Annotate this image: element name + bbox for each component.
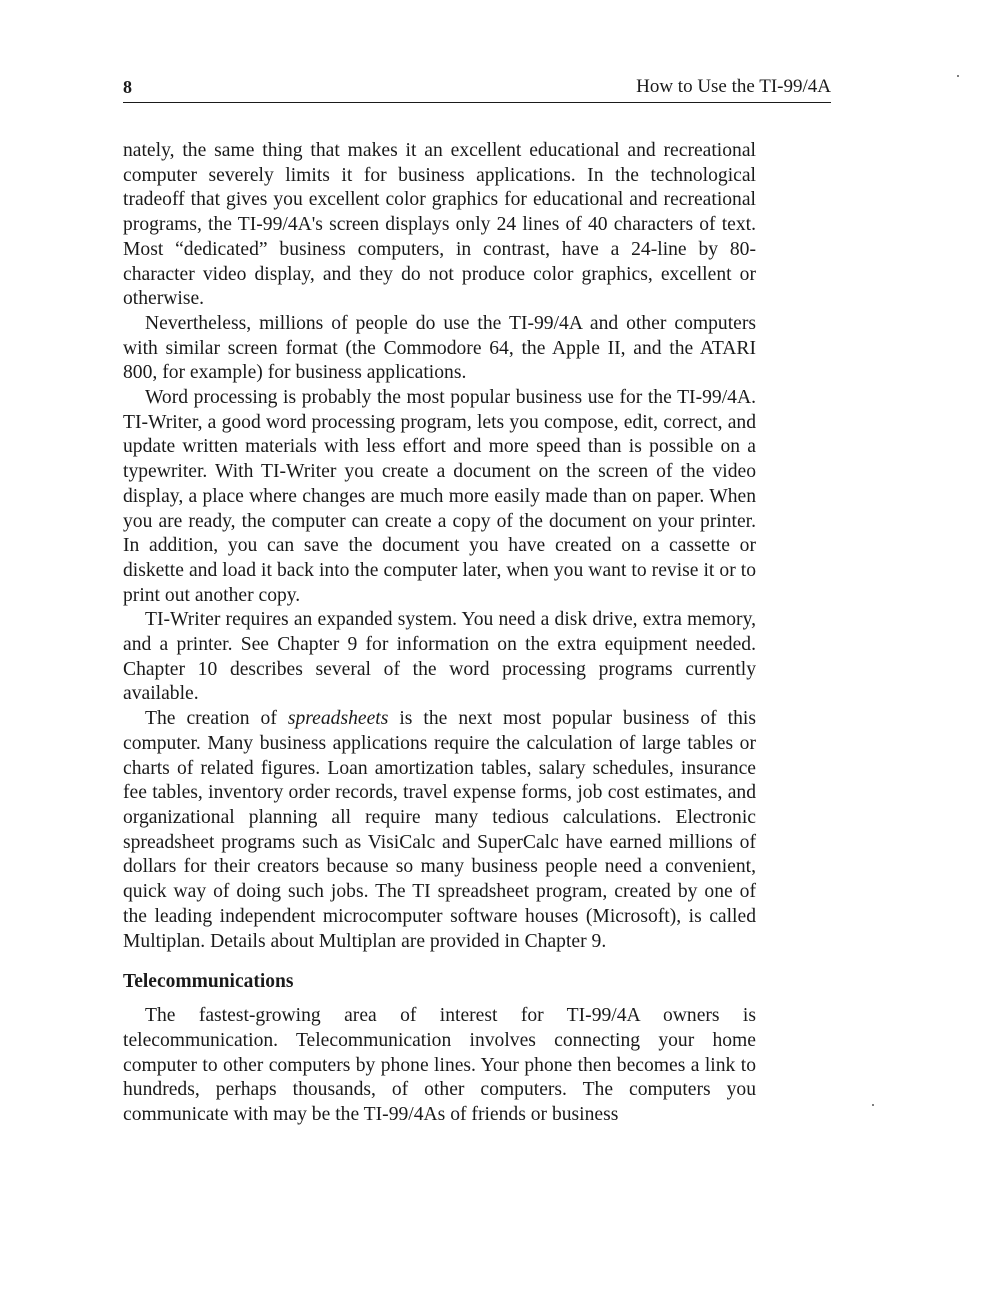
book-page [123,74,831,1128]
scan-speck [957,75,959,77]
paragraph-continuation: nately, the same thing that makes it an excellent educational and recreational computer severely limits it for business applications. In the technological tradeoff that gives you excellent color graphics for educational and recreational programs, the TI-99/4A's screen displays only 24 lines of 40 characters of text. Most “dedicated” business computers, in contrast, have a 24-line by 80-character video display, and they do not produce color graphics, excellent or otherwise. [123,140,756,310]
paragraph-nevertheless: Nevertheless, millions of people do use the TI-99/4A and other computers with similar screen format (the Commodore 64, the Apple II, and the ATARI 800, for example) for business applications. [123,312,756,384]
scan-speck [872,1104,874,1106]
paragraph-spreadsheets [123,707,756,954]
book-title: How to Use the TI-99/4A [636,76,831,97]
spreadsheets-text-after: is the next most popular business of this computer. Many business applications require the calculation of large tables or charts of related figures. Loan amortization tables, salary schedules, insurance fee tables, inventory order records, travel expense forms, job cost estimates, and organizational planning all require many tedious calculations. Electronic spreadsheet programs such as VisiCalc and SuperCalc have earned millions of dollars for their creators because so many business people need a convenient, quick way of doing such jobs. The TI spreadsheet program, created by one of the leading independent microcomputer software houses (Microsoft), is called Multiplan. Details about Multiplan are provided in Chapter 9. [123,708,756,952]
paragraph-word-processing: Word processing is probably the most popular business use for the TI-99/4A. TI-Writer, a good word processing program, lets you compose, edit, correct, and update written materials with less effort and more speed than is possible on a typewriter. With TI-Writer you create a document on the screen of the video display, a place where changes are much more easily made than on paper. When you are ready, the computer can create a copy of the document on your printer. In addition, you can save the document you have created on a cassette or diskette and load it back into the computer later, when you want to revise it or to print out another copy. [123,387,756,606]
running-head [123,74,831,103]
spreadsheets-term: spreadsheets [287,708,389,730]
section-heading: Telecommunications [123,971,294,993]
paragraph-ti-writer: TI-Writer requires an expanded system. You need a disk drive, extra memory, and a printer. See Chapter 9 for information on the extra equipment needed. Chapter 10 describes several of the word processing programs currently available. [123,609,756,705]
spreadsheets-text-before: The creation of [145,708,288,730]
paragraph-telecommunications: The fastest-growing area of interest for TI-99/4A owners is telecommunication. Telecommunication involves connecting your home computer to other computers by phone lines. Your phone then becomes a link to hundreds, perhaps thousands, of other computers. The computers you communicate with may be the TI-99/4As of friends or business [123,1005,756,1126]
body-text [123,139,756,1128]
page-number: 8 [123,77,132,97]
